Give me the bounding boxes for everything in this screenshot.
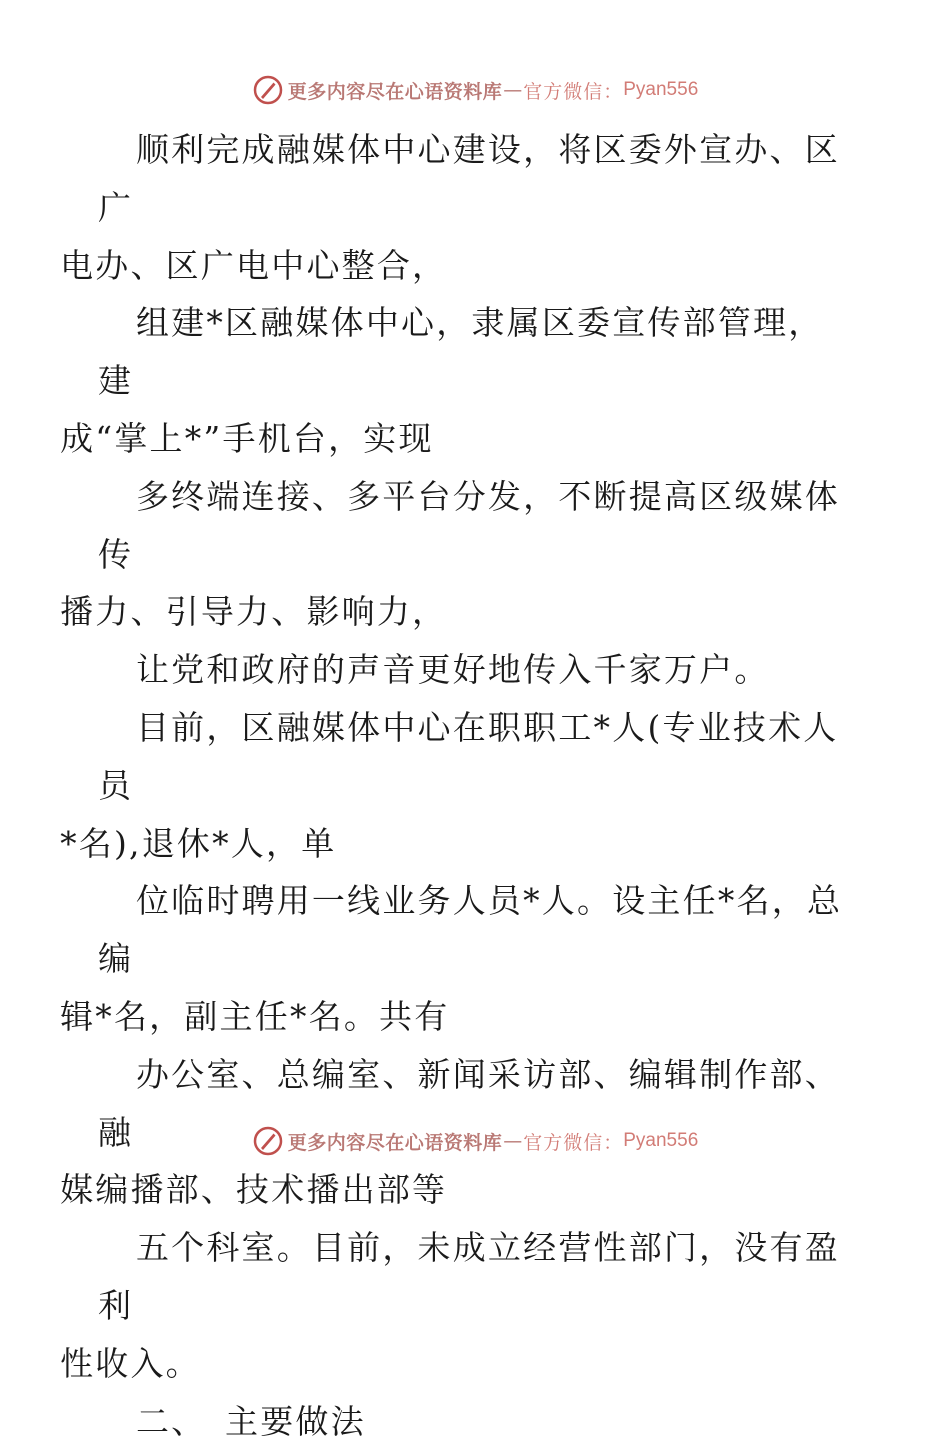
watermark-brand: 更多内容尽在心语资料库 xyxy=(287,1131,503,1154)
paragraph-line: 让党和政府的声音更好地传入千家万户。 xyxy=(135,650,770,690)
paragraph-line: 播力、引导力、影响力， xyxy=(60,592,448,632)
watermark-id: Pyan556 xyxy=(623,1130,699,1151)
section-heading: 二、 主要做法 xyxy=(135,1401,366,1441)
paragraph-3 xyxy=(60,468,858,641)
paragraph-1 xyxy=(60,121,858,294)
paragraph-line: 组建*区融媒体中心，隶属区委宣传部管理，建 xyxy=(98,303,824,401)
paragraph-5 xyxy=(60,699,858,872)
paragraph-line: 性收入。 xyxy=(60,1343,201,1383)
paragraph-line: 顺利完成融媒体中心建设，将区委外宣办、区广 xyxy=(98,130,840,227)
paragraph-line: 多终端连接、多平台分发，不断提高区级媒体传 xyxy=(98,476,840,574)
paragraph-line: 办公室、总编室、新闻采访部、编辑制作部、融 xyxy=(98,1054,840,1152)
quill-logo-icon xyxy=(252,74,284,106)
watermark-label: 官方微信： xyxy=(523,80,624,103)
quill-logo-icon xyxy=(252,1125,284,1157)
paragraph-6 xyxy=(60,872,858,1045)
paragraph-8 xyxy=(60,1219,858,1392)
paragraph-line: 电办、区广电中心整合， xyxy=(60,245,448,285)
paragraph-line: 五个科室。目前，未成立经营性部门，没有盈利 xyxy=(98,1228,840,1325)
watermark-label: 官方微信： xyxy=(523,1131,624,1154)
watermark-brand: 更多内容尽在心语资料库 xyxy=(287,80,503,103)
paragraph-line: 目前，区融媒体中心在职职工*人(专业技术人员 xyxy=(98,707,839,805)
paragraph-line: *名),退休*人，单 xyxy=(60,823,337,863)
paragraph-line: 辑*名，副主任*名。共有 xyxy=(60,996,450,1036)
document-body xyxy=(60,121,858,1450)
paragraph-4 xyxy=(98,641,858,699)
footer-watermark xyxy=(0,1121,950,1161)
header-watermark xyxy=(0,70,950,110)
watermark-separator: — xyxy=(503,1130,523,1152)
watermark-id: Pyan556 xyxy=(623,79,699,100)
paragraph-line: 媒编播部、技术播出部等 xyxy=(60,1170,448,1210)
paragraph-line: 成“掌上*”手机台，实现 xyxy=(60,418,434,458)
watermark-separator: — xyxy=(503,79,523,101)
paragraph-2 xyxy=(60,294,858,467)
paragraph-line: 位临时聘用一线业务人员*人。设主任*名，总编 xyxy=(98,881,843,979)
